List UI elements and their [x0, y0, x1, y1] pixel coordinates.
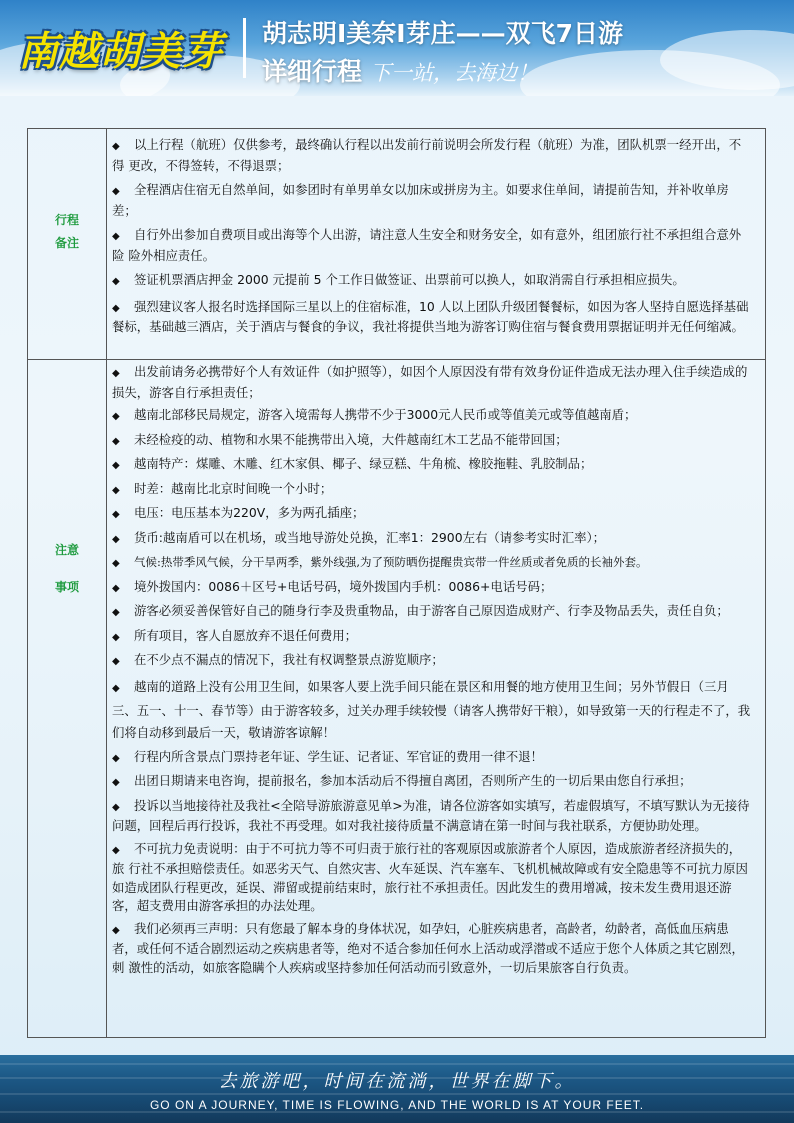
list-item — [112, 431, 753, 452]
item-text: 出团日期请来电咨询，提前报名，参加本活动后不得擅自离团，否则所产生的一切后果由您自行承担； — [134, 773, 692, 788]
list-item — [112, 529, 753, 550]
item-text: 游客必须妥善保管好自己的随身行李及贵重物品，由于游客自己原因造成财产、行李及物品丢失，责任自负； — [134, 603, 729, 618]
list-item — [112, 920, 753, 978]
item-text: 自行外出参加自费项目或出海等个人出游，请注意人生安全和财务安全，如有意外，组团旅行社不承担组合意外险 险外相应责任。 — [112, 227, 742, 263]
bullet-icon: ◆ — [112, 460, 120, 471]
list-item — [112, 676, 753, 744]
bullet-icon: ◆ — [112, 276, 120, 287]
list-item — [112, 651, 753, 672]
list-item — [112, 602, 753, 623]
row-divider — [28, 359, 765, 360]
list-item — [112, 772, 753, 793]
item-text: 不可抗力免责说明：由于不可抗力等不可归责于旅行社的客观原因或旅游者个人原因，造成旅游者经济损失的，旅 行社不承担赔偿责任。如恶劣天气、自然灾害、火车延误、汽车塞车、飞机机械故障或有安全隐患等不可抗力原因 如造成团队行程更改，延误、滞留或提前结束时，旅行社不承担责任。因此发生的费用增减，按未发生费用退还游 客，超支费用由游客承担的办法处理。 — [112, 840, 748, 913]
wave-decoration — [0, 1093, 794, 1095]
list-item — [112, 226, 753, 265]
footer-banner — [0, 1055, 794, 1123]
item-text: 行程内所含景点门票持老年证、学生证、记者证、军官证的费用一律不退！ — [134, 748, 543, 764]
item-text: 我们必须再三声明：只有您最了解本身的身体状况，如孕妇，心脏疾病患者，高龄者，幼龄者，高低血压病患者，或任何不适合剧烈运动之疾病患者等，绝对不适合参加任何水上活动或浮潜或不适应于您个人体质之其它剧烈，刺 激性的活动，如旅客隐瞒个人疾病或坚持参加任何活动而引致意外，一切后果旅客自行负责。 — [112, 920, 744, 975]
bullet-icon: ◆ — [112, 411, 120, 422]
bullet-icon: ◆ — [112, 631, 120, 643]
bullet-icon: ◆ — [112, 777, 120, 788]
item-text: 货币:越南盾可以在机场，或当地导游处兑换，汇率1：2900左右（请参考实时汇率）； — [134, 529, 606, 545]
item-text: 境外拨国内：0086＋区号+电话号码，境外拨国内手机：0086+电话号码； — [134, 578, 553, 594]
itinerary-notes — [112, 136, 753, 343]
tour-title: 胡志明I美奈I芽庄——双飞7日游 — [262, 19, 623, 48]
list-item — [112, 840, 753, 916]
list-item — [112, 627, 753, 648]
item-text: 越南的道路上没有公用卫生间，如果客人要上洗手间只能在景区和用餐的地方使用卫生间；另外节假日（三月三、五一、十一、春节等）由于游客较多，过关办理手续较慢（请客人携带好干粮），如导致第一天的行程走不了，我 们将自动移到最后一天，敬请游客谅解！ — [112, 678, 751, 740]
item-text: 电压：电压基本为220V，多为两孔插座； — [134, 505, 365, 520]
bullet-icon: ◆ — [112, 368, 120, 379]
bullet-icon: ◆ — [112, 607, 120, 618]
item-text: 签证机票酒店押金 2000 元提前 5 个工作日做签证、出票前可以换人，如取消需自行承担相应损失。 — [134, 272, 685, 287]
bullet-icon: ◆ — [112, 509, 120, 520]
list-item — [112, 455, 753, 476]
bullet-icon: ◆ — [112, 484, 120, 496]
bullet-icon: ◆ — [112, 302, 120, 314]
bullet-icon: ◆ — [112, 924, 120, 936]
header-divider — [243, 18, 246, 78]
label-line: 备注 — [54, 236, 79, 250]
bullet-icon: ◆ — [112, 582, 120, 594]
list-item — [112, 553, 753, 574]
item-text: 越南北部移民局规定，游客入境需每人携带不少于3000元人民币或等值美元或等值越南盾； — [134, 407, 637, 422]
list-item — [112, 298, 753, 337]
list-item — [112, 480, 753, 501]
list-item — [112, 748, 753, 769]
footer-tagline: 去旅游吧，时间在流淌，世界在脚下。 — [218, 1071, 576, 1092]
label-line: 注意 — [54, 543, 79, 557]
header-subtitle — [262, 52, 538, 88]
item-text: 出发前请务必携带好个人有效证件（如护照等），如因个人原因没有带有效身份证件造成无法办理入住手续造成的 损失，游客自行承担责任； — [112, 364, 748, 400]
list-item — [112, 797, 753, 836]
item-text: 未经检疫的动、植物和水果不能携带出入境，大件越南红木工艺品不能带回国； — [134, 431, 568, 447]
bullet-icon: ◆ — [112, 435, 120, 447]
bullet-icon: ◆ — [112, 186, 120, 197]
item-text: 以上行程（航班）仅供参考，最终确认行程以出发前行前说明会所发行程（航班）为准，团队机票一经开出，不得 更改，不得签转，不得退票； — [112, 137, 742, 173]
notes-table — [27, 128, 766, 1038]
column-divider — [106, 129, 107, 1037]
bullet-icon: ◆ — [112, 141, 120, 152]
bullet-icon: ◆ — [112, 656, 120, 667]
footer-tagline-english: GO ON A JOURNEY, TIME IS FLOWING, AND THE WORLD IS AT YOUR FEET. — [149, 1098, 645, 1112]
subtitle-text: 详细行程 — [262, 57, 363, 86]
item-text: 所有项目，客人自愿放弃不退任何费用； — [134, 627, 358, 643]
item-text: 越南特产：煤雕、木雕、红木家俱、椰子、绿豆糕、牛角梳、橡胶拖鞋、乳胶制品； — [134, 456, 593, 471]
bullet-icon: ◆ — [112, 682, 120, 694]
notice-list — [112, 363, 753, 981]
item-text: 投诉以当地接待社及我社<全陪导游旅游意见单>为准，请各位游客如实填写，若虚假填写，不填写默认为无接待 问题，回程后再行投诉，我社不再受理。如对我社接待质量不满意请在第一时间与我社联系，方便协助处理。 — [112, 797, 750, 833]
list-item — [112, 136, 753, 175]
list-item — [112, 504, 753, 525]
list-item — [112, 363, 753, 402]
item-text: 时差：越南比北京时间晚一个小时； — [134, 480, 333, 496]
bullet-icon: ◆ — [112, 752, 120, 764]
section-label-itinerary — [28, 209, 106, 255]
label-line: 事项 — [54, 580, 79, 594]
bullet-icon: ◆ — [112, 844, 120, 856]
bullet-icon: ◆ — [112, 558, 120, 569]
brand-logo: 南越胡美芽 — [18, 28, 223, 75]
item-text: 在不少点不漏点的情况下，我社有权调整景点游览顺序； — [134, 652, 444, 667]
list-item — [112, 578, 753, 599]
item-text: 全程酒店住宿无自然单间，如参团时有单男单女以加床或拼房为主。如要求住单间，请提前告知，并补收单房差； — [112, 182, 729, 218]
list-item — [112, 406, 753, 427]
bullet-icon: ◆ — [112, 533, 120, 545]
bullet-icon: ◆ — [112, 231, 120, 242]
slogan-text: 下一站，去海边！ — [370, 61, 539, 85]
list-item — [112, 181, 753, 220]
item-text: 强烈建议客人报名时选择国际三星以上的住宿标准，10 人以上团队升级团餐餐标，如因为客人坚持自愿选择基础 餐标，基础越三酒店，关于酒店与餐食的争议，我社将提供当地为游客订购住宿与餐食费用票据证明并无任何缩减。 — [112, 298, 749, 334]
item-text: 气候:热带季风气候，分干旱两季，紫外线强,为了预防晒伤提醒贵宾带一件丝质或者免质的长袖外套。 — [134, 555, 648, 569]
section-label-notice — [28, 539, 106, 599]
list-item — [112, 271, 753, 292]
wave-decoration — [0, 1063, 794, 1065]
label-line: 行程 — [54, 213, 79, 227]
header-banner — [0, 0, 794, 96]
bullet-icon: ◆ — [112, 801, 120, 813]
